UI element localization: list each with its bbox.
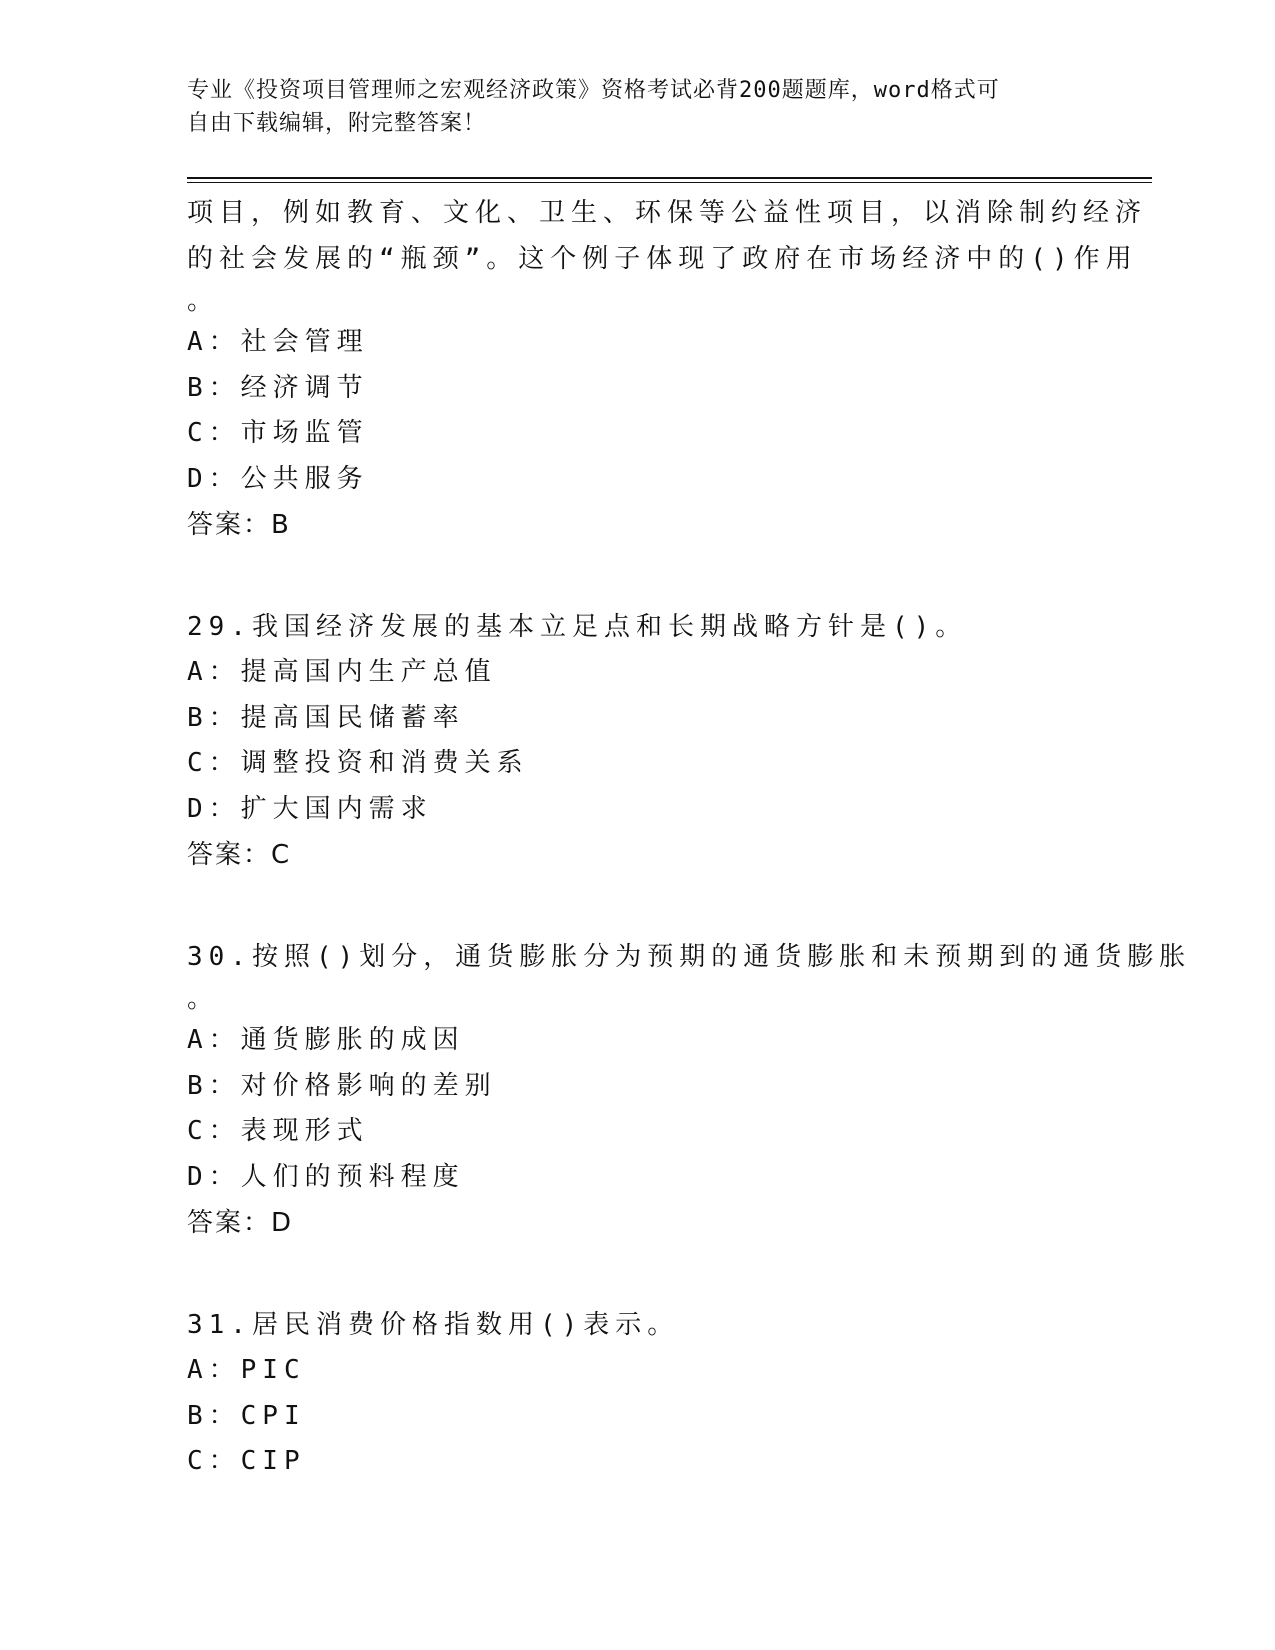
option-b: B：对价格影响的差别 [187, 1070, 497, 1101]
question-text: 31.居民消费价格指数用()表示。 [187, 1310, 680, 1340]
question-text-tail: 。 [187, 286, 220, 316]
document-header [187, 74, 1067, 140]
header-title-line-2: 自由下载编辑，附完整答案！ [187, 111, 487, 136]
question-block [187, 934, 1192, 1246]
question-block [187, 1302, 1087, 1485]
header-rule-thick [187, 177, 1152, 179]
question-text: 30.按照()划分，通货膨胀分为预期的通货膨胀和未预期到的通货膨胀 [187, 942, 1192, 972]
question-gap [187, 1246, 1087, 1302]
question-block [187, 190, 1148, 548]
answer: 答案：C [187, 840, 292, 870]
question-block [187, 604, 1087, 878]
option-d: D：公共服务 [187, 463, 369, 494]
header-rule-thin [187, 182, 1152, 183]
header-title-line-1: 专业《投资项目管理师之宏观经济政策》资格考试必背200题题库，word格式可 [187, 78, 1000, 103]
option-b: B：提高国民储蓄率 [187, 702, 465, 733]
option-a: A：提高国内生产总值 [187, 657, 497, 687]
question-text-tail: 。 [187, 984, 220, 1014]
answer: 答案：B [187, 510, 291, 540]
option-d: D：扩大国内需求 [187, 793, 433, 824]
option-b: B：经济调节 [187, 372, 369, 403]
option-a: A：通货膨胀的成因 [187, 1025, 465, 1055]
question-text: 29.我国经济发展的基本立足点和长期战略方针是()。 [187, 612, 968, 642]
option-c: C：CIP [187, 1446, 306, 1476]
question-gap [187, 878, 1087, 934]
question-text: 项目，例如教育、文化、卫生、环保等公益性项目，以消除制约经济 [187, 198, 1148, 228]
option-c: C：表现形式 [187, 1116, 369, 1146]
option-c: C：调整投资和消费关系 [187, 748, 529, 778]
option-b: B：CPI [187, 1400, 306, 1431]
question-gap [187, 548, 1087, 604]
option-a: A：社会管理 [187, 327, 369, 357]
option-d: D：人们的预料程度 [187, 1161, 465, 1192]
question-list [187, 190, 1192, 1485]
question-text: 的社会发展的“瓶颈”。这个例子体现了政府在市场经济中的()作用 [187, 244, 1138, 274]
option-c: C：市场监管 [187, 418, 369, 448]
option-a: A：PIC [187, 1355, 306, 1385]
answer: 答案：D [187, 1208, 294, 1238]
